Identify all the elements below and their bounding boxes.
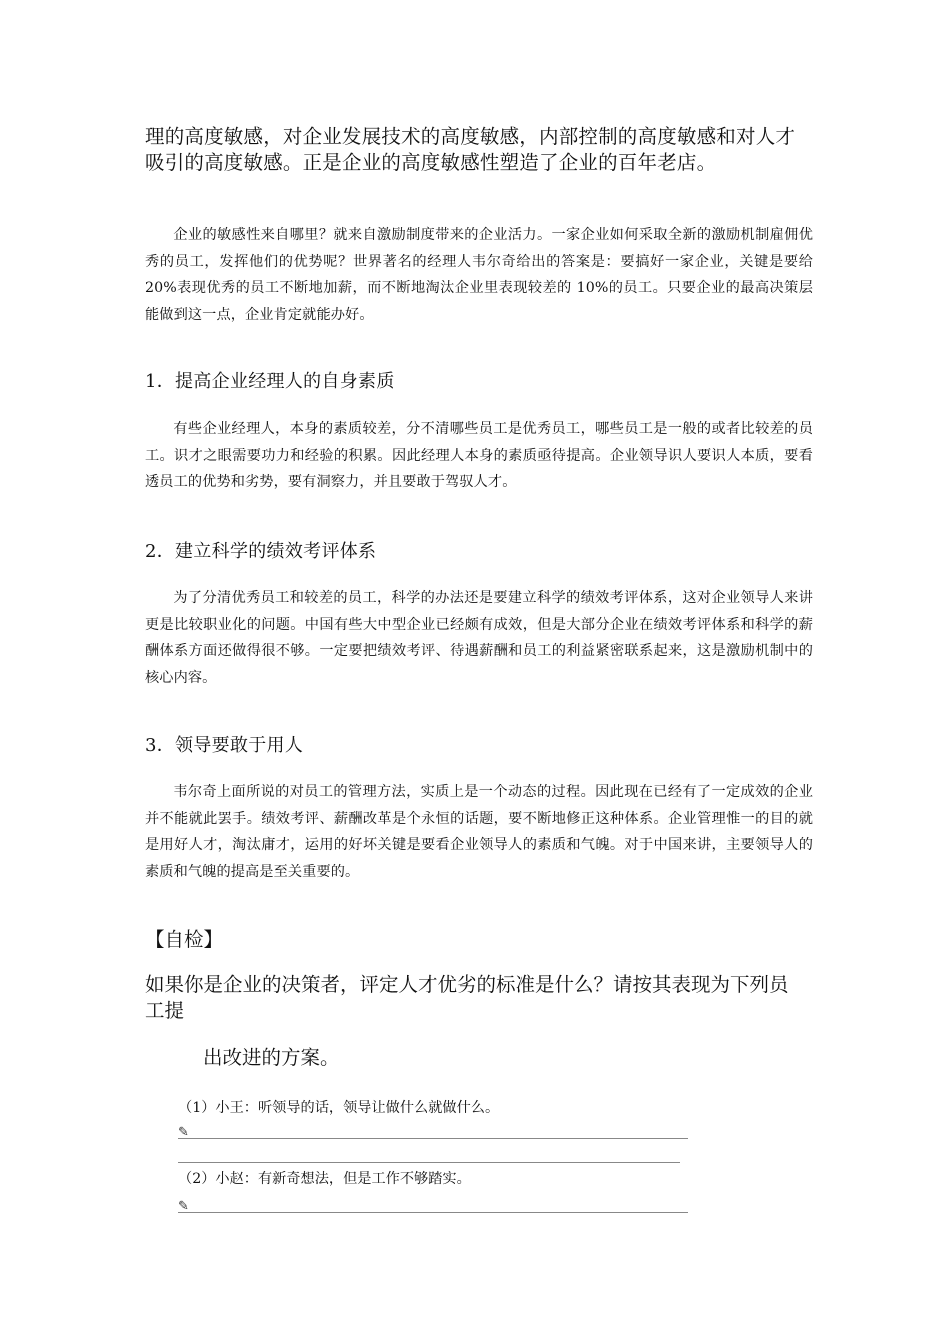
pen-icon: ✎ — [178, 1125, 189, 1140]
section-1-heading: 1．提高企业经理人的自身素质 — [145, 371, 395, 392]
section-3-heading: 3．领导要敢于用人 — [145, 735, 304, 756]
intro-text: 理的高度敏感，对企业发展技术的高度敏感，内部控制的高度敏感和对人才吸引的高度敏感。正是企业的高度敏感性塑造了企业的百年老店。 — [145, 125, 796, 174]
section-3-body: 韦尔奇上面所说的对员工的管理方法，实质上是一个动态的过程。因此现在已经有了一定成效的企业并不能就此罢手。绩效考评、薪酬改革是个永恒的话题，要不断地修正这种体系。企业管理惟一的目的就是用好人才，淘汰庸才，运用的好坏关键是要看企业领导人的素质和气魄。对于中国来讲，主要领导人的素质和气魄的提高是至关重要的。 — [145, 784, 813, 880]
answer-line-2[interactable] — [178, 1192, 688, 1213]
answer-line-1[interactable] — [178, 1118, 688, 1139]
section-2-body: 为了分清优秀员工和较差的员工，科学的办法还是要建立科学的绩效考评体系，这对企业领导人来讲更是比较职业化的问题。中国有些大中型企业已经颇有成效，但是大部分企业在绩效考评体系和科学的薪酬体系方面还做得很不够。一定要把绩效考评、待遇薪酬和员工的利益紧密联系起来，这是激励机制中的核心内容。 — [145, 590, 813, 686]
intro-paragraph: 企业的敏感性来自哪里？就来自激励制度带来的企业活力。一家企业如何采取全新的激励机制雇佣优秀的员工，发挥他们的优势呢？世界著名的经理人韦尔奇给出的答案是：要搞好一家企业，关键是要给 20%表现优秀的员工不断地加薪，而不断地淘汰企业里表现较差的 10%的员工。只要企业的最高决策层能做到这一点，企业肯定就能办好。 — [145, 227, 813, 323]
section-2-heading: 2．建立科学的绩效考评体系 — [145, 541, 377, 562]
answer-item-1-label: （1）小王：听领导的话，领导让做什么就做什么。 — [178, 1100, 500, 1116]
section-1-body: 有些企业经理人，本身的素质较差，分不清哪些员工是优秀员工，哪些员工是一般的或者比较差的员工。识才之眼需要功力和经验的积累。因此经理人本身的素质亟待提高。企业领导识人要识人本质，要看透员工的优势和劣势，要有洞察力，并且要敢于驾驭人才。 — [145, 421, 813, 490]
self-check-title: 【自检】 — [145, 928, 224, 951]
self-check-question-continued: 出改进的方案。 — [203, 1046, 340, 1069]
self-check-question: 如果你是企业的决策者，评定人才优劣的标准是什么？请按其表现为下列员工提 — [145, 973, 789, 1022]
answer-line-1b[interactable] — [178, 1162, 680, 1163]
answer-item-2-label: （2）小赵：有新奇想法，但是工作不够踏实。 — [178, 1171, 471, 1187]
pen-icon: ✎ — [178, 1199, 189, 1214]
